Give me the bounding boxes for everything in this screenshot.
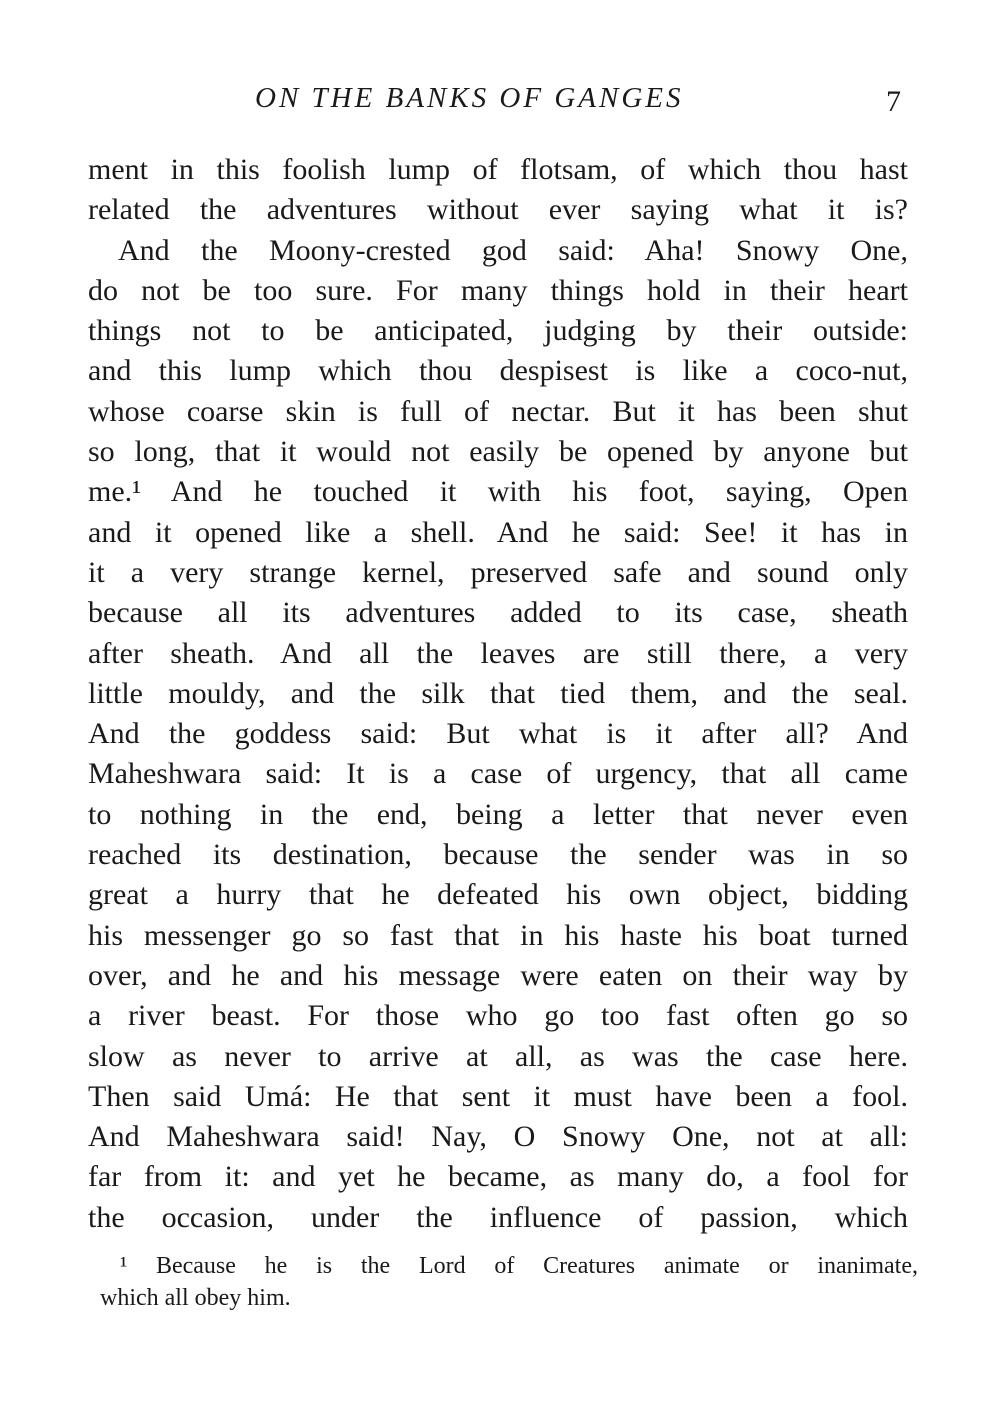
text-line: to nothing in the end, being a letter that never even [88, 797, 908, 831]
text-line: ment in this foolish lump of flotsam, of which thou hast [88, 153, 908, 186]
text-line: and this lump which thou despisest is like a coco-nut, [88, 354, 908, 388]
footnote-line: ¹ Because he is the Lord of Creatures animate or inanimate, [120, 1253, 918, 1279]
text-line: And the Moony-crested god said: Aha! Snowy One, [118, 233, 908, 267]
running-title: ON THE BANKS OF GANGES [255, 82, 684, 114]
text-line: a river beast. For those who go too fast often go so [88, 999, 908, 1033]
text-line: his messenger go so fast that in his haste his boat turned [88, 918, 908, 952]
text-line: reached its destination, because the sender was in so [88, 838, 908, 872]
text-line: after sheath. And all the leaves are still there, a very [88, 636, 908, 670]
text-line: things not to be anticipated, judging by their outside: [88, 314, 908, 348]
text-line: And Maheshwara said! Nay, O Snowy One, not at all: [88, 1120, 908, 1154]
text-line: me.¹ And he touched it with his foot, saying, Open [88, 475, 908, 509]
text-line: And the goddess said: But what is it after all? And [88, 717, 908, 751]
text-line: Maheshwara said: It is a case of urgency, that all came [88, 757, 908, 791]
footnote-line: which all obey him. [100, 1285, 291, 1311]
text-line: and it opened like a shell. And he said: See! it has in [88, 515, 908, 549]
text-line: do not be too sure. For many things hold in their heart [88, 273, 908, 307]
text-line: whose coarse skin is full of nectar. But it has been shut [88, 394, 908, 428]
text-line: great a hurry that he defeated his own object, bidding [88, 878, 908, 912]
body-text [88, 150, 908, 1238]
text-line: so long, that it would not easily be opened by anyone but [88, 435, 908, 469]
text-line: little mouldy, and the silk that tied them, and the seal. [88, 676, 908, 710]
running-head [0, 80, 1000, 116]
text-line: related the adventures without ever saying what it is? [88, 193, 908, 227]
text-line: far from it: and yet he became, as many do, a fool for [88, 1160, 908, 1194]
text-line: because all its adventures added to its case, sheath [88, 596, 908, 630]
footnotes [100, 1250, 918, 1314]
text-line: the occasion, under the influence of passion, which [88, 1200, 908, 1234]
text-line: it a very strange kernel, preserved safe and sound only [88, 555, 908, 589]
text-line: slow as never to arrive at all, as was the case here. [88, 1039, 908, 1073]
text-line: over, and he and his message were eaten on their way by [88, 958, 908, 992]
text-line: Then said Umá: He that sent it must have been a fool. [88, 1079, 908, 1113]
page-number: 7 [886, 85, 901, 118]
